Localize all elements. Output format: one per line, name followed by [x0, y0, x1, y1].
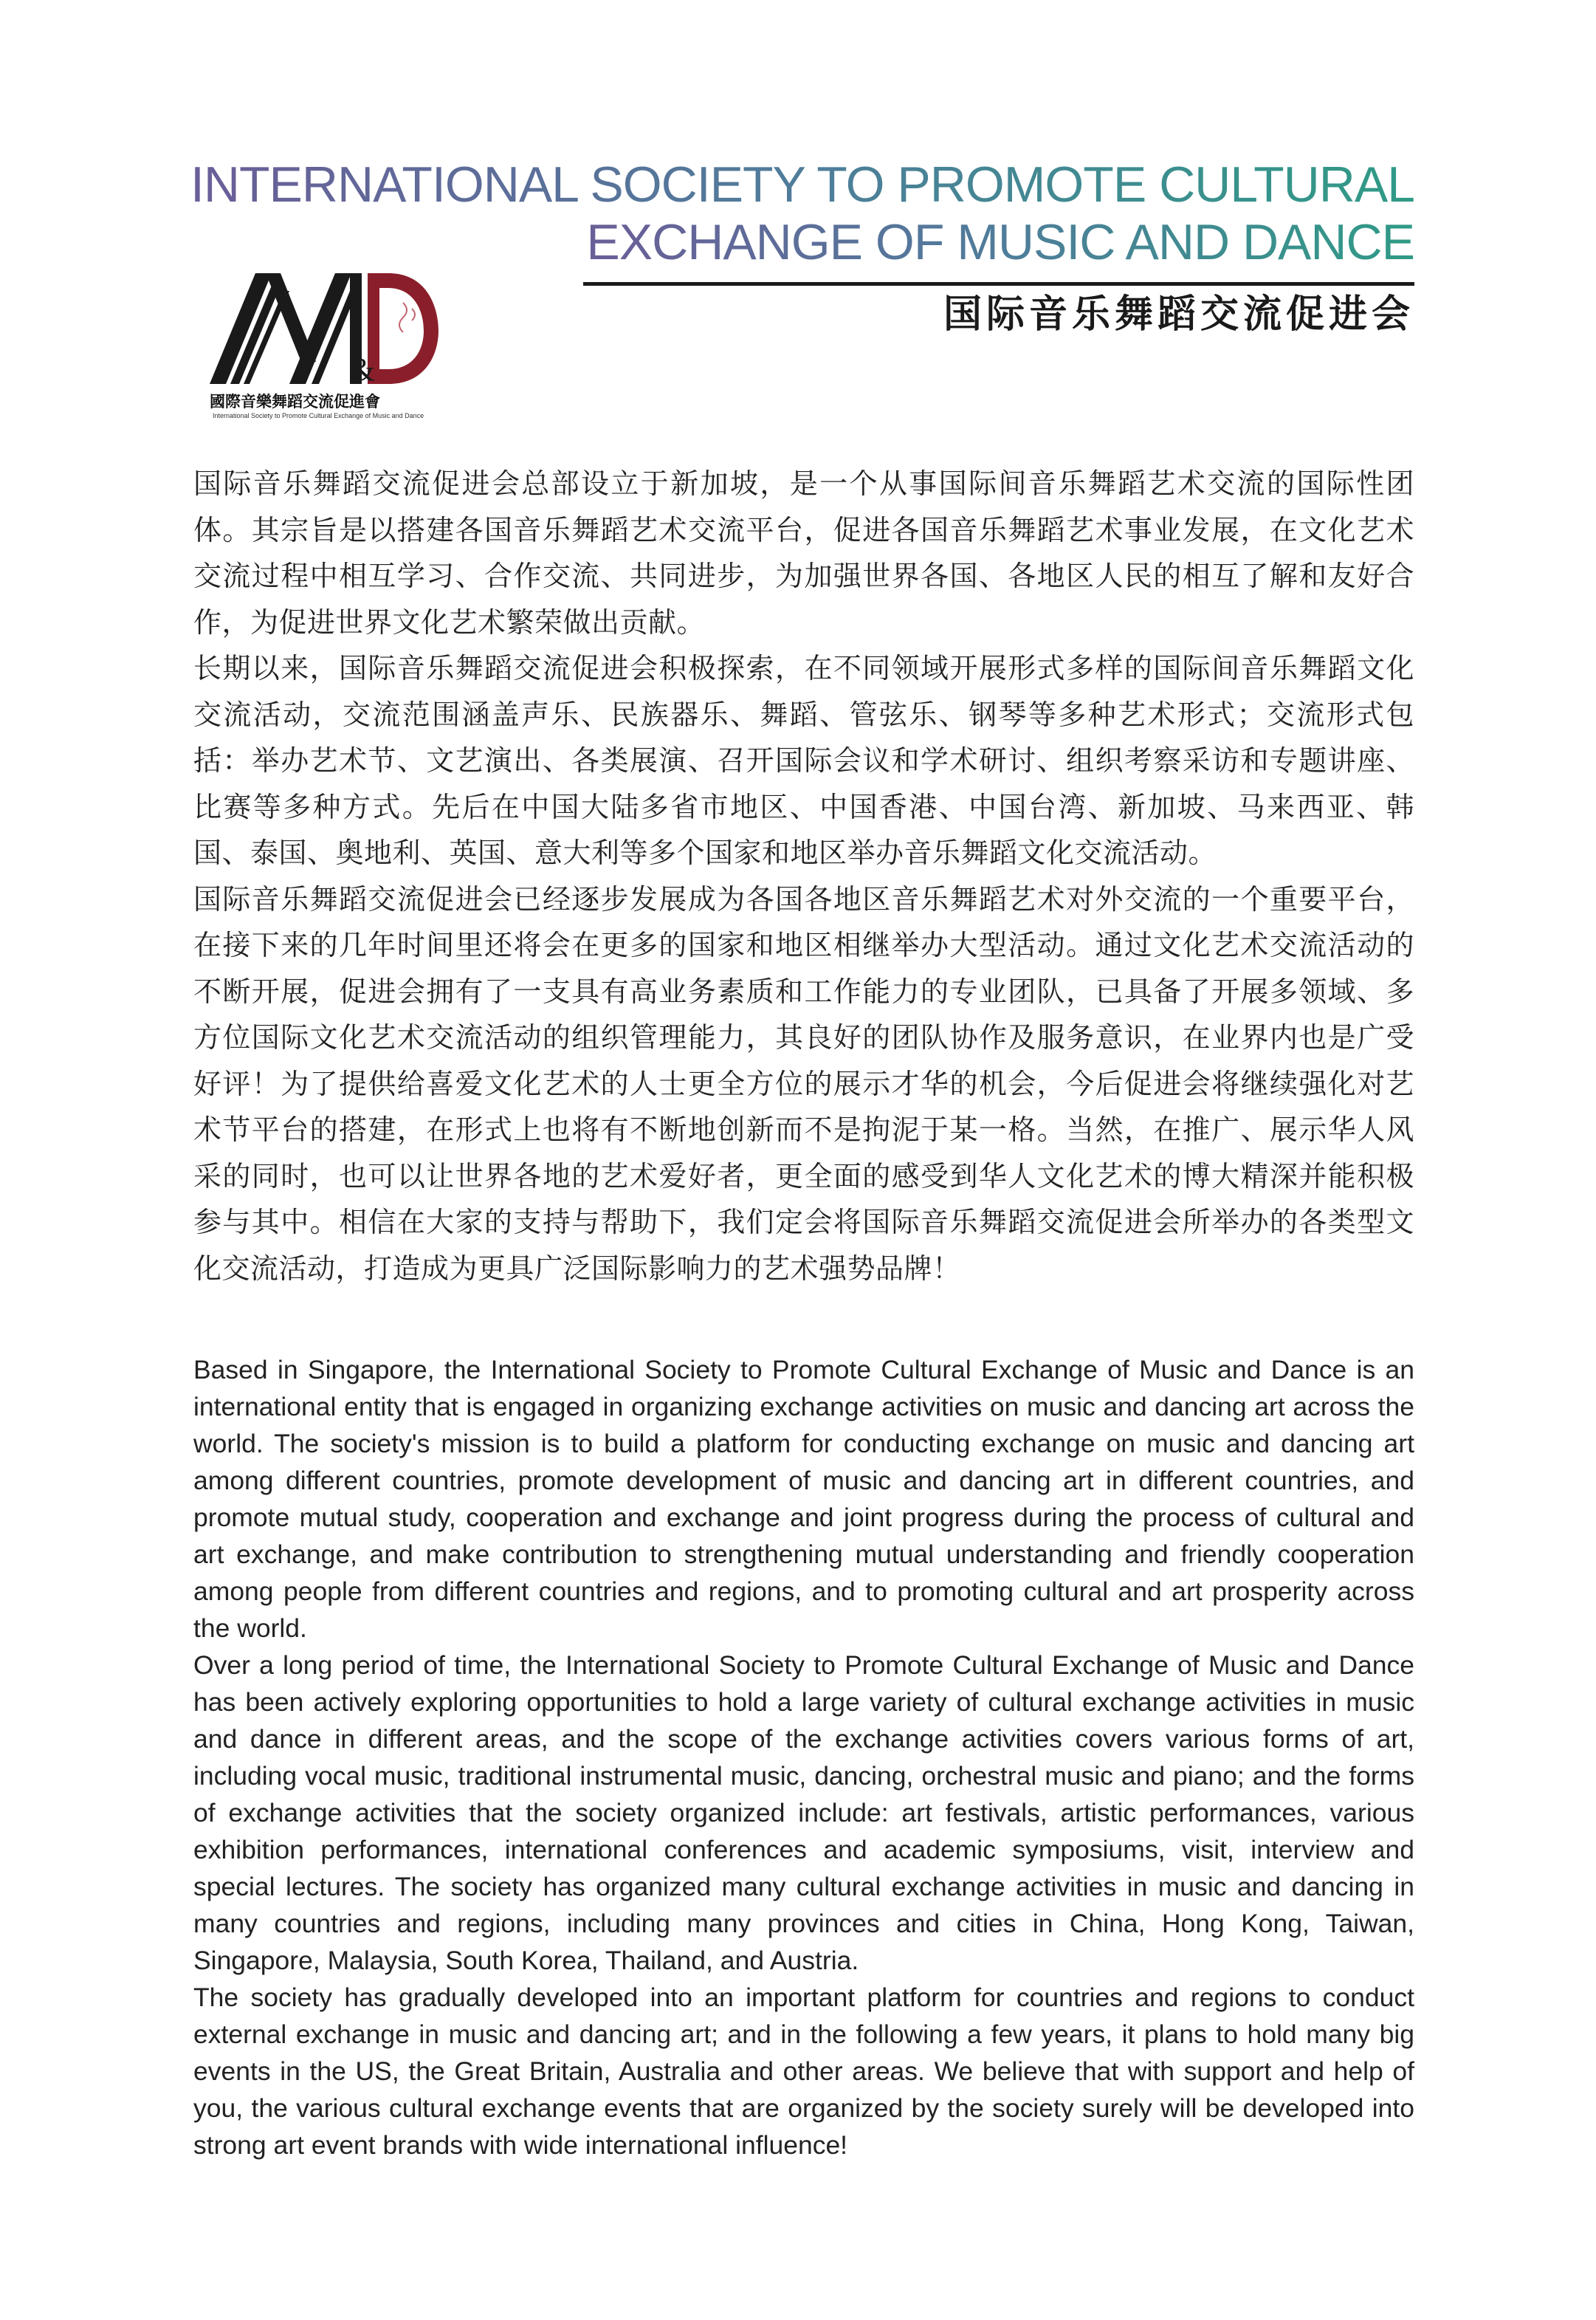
header-rule	[583, 282, 1414, 286]
logo	[204, 266, 455, 443]
english-paragraph: The society has gradually developed into an important platform for countries and regions to conduct external exchange in music and dancing art; and in the following a few years, it plans to hold many big events in the US, the Great Britain, Australia and other areas. We believe that with support and help of you, the various cultural exchange events that are organized by the society surely will be developed into strong art event brands with wide international influence!	[193, 1983, 1414, 2160]
english-body	[193, 1351, 1414, 2163]
chinese-paragraph: 国际音乐舞蹈交流促进会已经逐步发展成为各国各地区音乐舞蹈艺术对外交流的一个重要平台，在接下来的几年时间里还将会在更多的国家和地区相继举办大型活动。通过文化艺术交流活动的不断开展，促进会拥有了一支具有高业务素质和工作能力的专业团队，已具备了开展多领域、多方位国际文化艺术交流活动的组织管理能力，其良好的团队协作及服务意识，在业界内也是广受好评！为了提供给喜爱文化艺术的人士更全方位的展示才华的机会，今后促进会将继续强化对艺术节平台的搭建，在形式上也将有不断地创新而不是拘泥于某一格。当然，在推广、展示华人风采的同时，也可以让世界各地的艺术爱好者，更全面的感受到华人文化艺术的博大精深并能积极参与其中。相信在大家的支持与帮助下，我们定会将国际音乐舞蹈交流促进会所举办的各类型文化交流活动，打造成为更具广泛国际影响力的艺术强势品牌！	[193, 882, 1414, 1285]
svg-text:&: &	[350, 351, 376, 388]
chinese-body	[193, 461, 1414, 1291]
md-logo-mark	[204, 266, 455, 391]
chinese-title: 国际音乐舞蹈交流促进会	[943, 292, 1414, 337]
logo-english-name: International Society to Promote Cultural Exchange of Music and Dance	[213, 412, 424, 419]
title-line-1: INTERNATIONAL SOCIETY TO PROMOTE CULTURAL	[190, 157, 1414, 213]
english-paragraph: Based in Singapore, the International Society to Promote Cultural Exchange of Music and Dance is an international entity that is engaged in organizing exchange activities on music and dancing art across the world. The society's mission is to build a platform for conducting exchange on music and dancing art among different countries, promote development of music and dancing art in different countries, and promote mutual study, cooperation and exchange and joint progress during the process of cultural and art exchange, and make contribution to strengthening mutual understanding and friendly cooperation among people from different countries and regions, and to promoting cultural and art prosperity across the world.	[193, 1355, 1414, 1643]
chinese-paragraph: 国际音乐舞蹈交流促进会总部设立于新加坡，是一个从事国际间音乐舞蹈艺术交流的国际性团体。其宗旨是以搭建各国音乐舞蹈艺术交流平台，促进各国音乐舞蹈艺术事业发展，在文化艺术交流过程中相互学习、合作交流、共同进步，为加强世界各国、各地区人民的相互了解和友好合作，为促进世界文化艺术繁荣做出贡献。	[193, 467, 1414, 639]
title-line-2: EXCHANGE OF MUSIC AND DANCE	[586, 214, 1414, 270]
logo-chinese-name: 國際音樂舞蹈交流促進會	[210, 393, 380, 411]
chinese-paragraph: 长期以来，国际音乐舞蹈交流促进会积极探索，在不同领域开展形式多样的国际间音乐舞蹈文化交流活动，交流范围涵盖声乐、民族器乐、舞蹈、管弦乐、钢琴等多种艺术形式；交流形式包括：举办艺术节、文艺演出、各类展演、召开国际会议和学术研讨、组织考察采访和专题讲座、比赛等多种方式。先后在中国大陆多省市地区、中国香港、中国台湾、新加坡、马来西亚、韩国、泰国、奥地利、英国、意大利等多个国家和地区举办音乐舞蹈文化交流活动。	[193, 652, 1414, 869]
english-paragraph: Over a long period of time, the International Society to Promote Cultural Exchange of Music and Dance has been actively exploring opportunities to hold a large variety of cultural exchange activities in music and dance in different areas, and the scope of the exchange activities covers various forms of art, including vocal music, traditional instrumental music, dancing, orchestral music and piano; and the forms of exchange activities that the society organized include: art festivals, artistic performances, various exhibition performances, international conferences and academic symposiums, visit, interview and special lectures. The society has organized many cultural exchange activities in music and dancing in many countries and regions, including many provinces and cities in China, Hong Kong, Taiwan, Singapore, Malaysia, South Korea, Thailand, and Austria.	[193, 1650, 1414, 1975]
